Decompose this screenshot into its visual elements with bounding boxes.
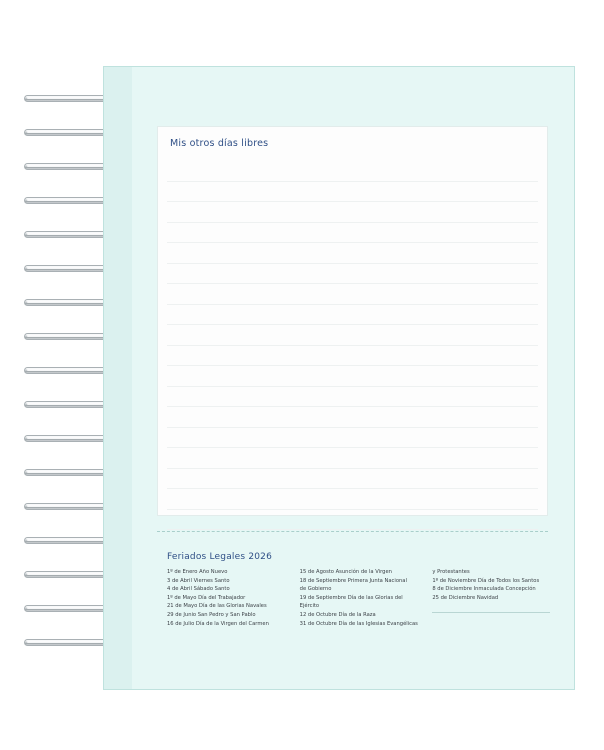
notes-rule-line [167,366,538,387]
holidays-underline [432,612,550,613]
holiday-item: 4 de Abril Sábado Santo [167,586,230,593]
notes-rule-line [167,407,538,428]
holiday-item: 1º de Mayo Día del Trabajador [167,594,246,601]
notes-rule-line [167,428,538,449]
holiday-item: Ejército [299,603,320,610]
notes-rule-line [167,489,538,510]
notes-rule-line [167,202,538,223]
holiday-item: 21 de Mayo Día de las Glorias Navales [167,603,267,610]
holidays-title: Feriados Legales 2026 [167,552,273,562]
holiday-item: 19 de Septiembre Día de las Glorias del [299,594,403,601]
notes-rule-line [167,284,538,305]
notes-rule-line [167,182,538,203]
holidays-column [300,568,425,628]
notes-rule-line [167,448,538,469]
notes-rule-line [167,325,538,346]
notes-rule-line [167,161,538,182]
holiday-item: 3 de Abril Viernes Santo [167,577,230,584]
free-days-notes-card[interactable] [157,126,548,516]
holiday-item: 18 de Septiembre Primera Junta Nacional [299,577,407,584]
notes-rule-line [167,469,538,490]
holiday-item: 16 de Julio Día de la Virgen del Carmen [167,620,269,627]
holiday-item: y Protestantes [432,569,470,575]
holiday-item: 31 de Octubre Día de las Iglesias Evangélicas [299,620,418,627]
holiday-item: 1º de Enero Año Nuevo [167,569,228,575]
holiday-item: 25 de Diciembre Navidad [432,594,499,601]
holiday-item: 1º de Noviembre Día de Todos los Santos [432,577,540,584]
holiday-item: 8 de Diciembre Inmaculada Concepción [432,586,536,593]
holiday-item: 29 de Junio San Pedro y San Pablo [167,611,256,618]
notes-rule-line [167,387,538,408]
holiday-item: 12 de Octubre Día de la Raza [299,611,376,618]
section-divider [157,531,548,532]
binding-strip [104,67,132,689]
notes-rule-line [167,243,538,264]
notes-lines [158,161,547,530]
holiday-item: 15 de Agosto Asunción de la Virgen [299,569,392,575]
holiday-item: de Gobierno [299,586,332,593]
notes-rule-line [167,510,538,531]
holidays-column [167,568,292,628]
notes-rule-line [167,264,538,285]
notes-rule-line [167,223,538,244]
holidays-columns [167,568,557,628]
notes-rule-line [167,305,538,326]
holidays-column [432,568,557,628]
notes-rule-line [167,346,538,367]
legal-holidays-section [157,552,557,628]
notes-title: Mis otros días libres [170,138,269,149]
